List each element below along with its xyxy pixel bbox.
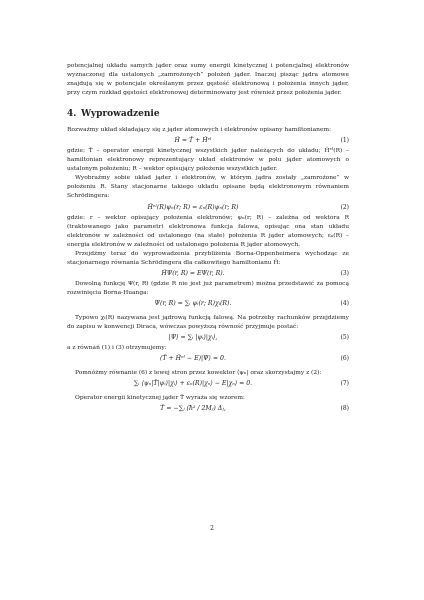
equation-expression: ∑ᵢ ⟨ψₙ|T̂|ψᵢ⟩|χᵢ⟩ + εₙ(R)|χₙ⟩ − E|χₙ⟩ = 0. bbox=[133, 380, 253, 388]
equation-number: (7) bbox=[340, 380, 349, 388]
page-number: 2 bbox=[210, 525, 214, 532]
paragraph-born-oppenheimer: Przejdźmy teraz do wyprowadzenia przybliżenia Borna-Oppenheimera wychodząc ze stacjonarnego równania Schrödingera dla całkowitego hamiltonianu Ĥ: bbox=[67, 250, 349, 266]
paragraph-frozen-nuclei: Wyobraźmy sobie układ jąder i elektronów, w którym jądra zostały „zamrożone” w położeniu R. Stany stacjonarne takiego układu opisane będą elektronowym równaniem Schrödingera: bbox=[67, 175, 349, 200]
section-number: 4. bbox=[67, 109, 77, 120]
equation-number: (5) bbox=[340, 333, 349, 341]
equation-8 bbox=[67, 403, 349, 415]
equation-expression: Ĥᵉˡ(R)ψₙ(r; R) = εₙ(R)ψₙ(r; R) bbox=[147, 203, 239, 211]
equation-number: (1) bbox=[340, 137, 349, 145]
equation-number: (3) bbox=[340, 269, 349, 277]
equation-6 bbox=[67, 353, 349, 365]
equation-3 bbox=[67, 268, 349, 280]
equation-2 bbox=[67, 202, 349, 214]
paragraph-kinetic-operator: Operator energii kinetycznej jąder T̂ wyraża się wzorem: bbox=[75, 395, 245, 402]
paragraph-definitions: gdzie: T̂ – operator energii kinetycznej wszystkich jąder należących do układu; Ĥᵉˡ(R) – hamiltonian elektronowy reprezentujący układ elektronów w polu jąder atomowych o ustalonym położeniu; R – wektor opisujący położenie wszystkich jąder. bbox=[67, 148, 349, 173]
equation-number: (2) bbox=[340, 203, 349, 211]
equation-expression: Ĥ = T̂ + Ĥᵉˡ bbox=[174, 137, 212, 145]
equation-number: (6) bbox=[340, 355, 349, 363]
paragraph-multiply-covector: Pomnóżmy równanie (6) z lewej stron przez kowektor ⟨ψₙ| oraz skorzystajmy z (2): bbox=[75, 370, 322, 377]
equation-4 bbox=[67, 298, 349, 310]
section-heading bbox=[67, 108, 349, 120]
equation-expression: T̂ = −∑ⱼ (ħ² / 2Mⱼ) Δⱼ, bbox=[160, 405, 226, 413]
equation-7 bbox=[67, 378, 349, 390]
section-title: Wyprowadzenie bbox=[81, 109, 160, 120]
paragraph-intro-continued: potencjalnej układu samych jąder oraz sumy energii kinetycznej i potencjalnej elektronów wyznaczonej dla ustalonych „zamrożonych” położeń jąder. Inaczej pisząc jądra atomowe znajdują się w potencjale określanym przez gęstość elektronową i położenia innych jąder, przy czym rozkład gęstości elektronowej determinowany jest również przez położenia jąder. bbox=[67, 63, 349, 97]
equation-expression: ĤΨ(r, R) = EΨ(r, R). bbox=[161, 269, 225, 277]
paragraph-dirac-notation: Typowo χᵢ(R) nazywana jest jądrową funkcją falową. Na potrzeby rachunków przejdziemy do zapisu w konwencji Diraca, wówczas powyższą równość przyjmuje postać: bbox=[67, 314, 349, 330]
equation-expression: |Ψ⟩ = ∑ᵢ |ψᵢ⟩|χᵢ⟩, bbox=[168, 333, 218, 341]
text-column bbox=[67, 62, 349, 415]
paragraph-hamiltonian-intro: Rozważmy układ składający się z jąder atomowych i elektronów opisany hamiltonianem: bbox=[67, 127, 332, 134]
paragraph-electron-definitions: gdzie: r – wektor opisujący położenia elektronów; ψₙ(r; R) – zależna od wektora R (traktowanego jako parametr) elektronowa funkcja falowa, opisując ona stan układu elektronów w zależności od ustalonego (na stałe) położenia R jąder atomowych; εₙ(R) – energia elektronów w zależności od ustalonego położenia R jąder atomowych. bbox=[67, 214, 349, 248]
equation-expression: (T̂ + Ĥᵉˡ − E)|Ψ⟩ = 0. bbox=[160, 355, 226, 363]
equation-5 bbox=[67, 332, 349, 344]
equation-number: (4) bbox=[340, 299, 349, 307]
equation-number: (8) bbox=[340, 405, 349, 413]
paragraph-born-huang: Dowolną funkcję Ψ(r, R) (gdzie R nie jest już parametrem) można przedstawić za pomocą rozwinięcia Borna-Huanga: bbox=[67, 280, 349, 296]
paragraph-combine-equations: a z równań (1) i (3) otrzymujemy: bbox=[67, 344, 167, 351]
equation-expression: Ψ(r, R) = ∑ᵢ ψᵢ(r; R)χᵢ(R). bbox=[154, 299, 232, 307]
equation-1 bbox=[67, 135, 349, 147]
